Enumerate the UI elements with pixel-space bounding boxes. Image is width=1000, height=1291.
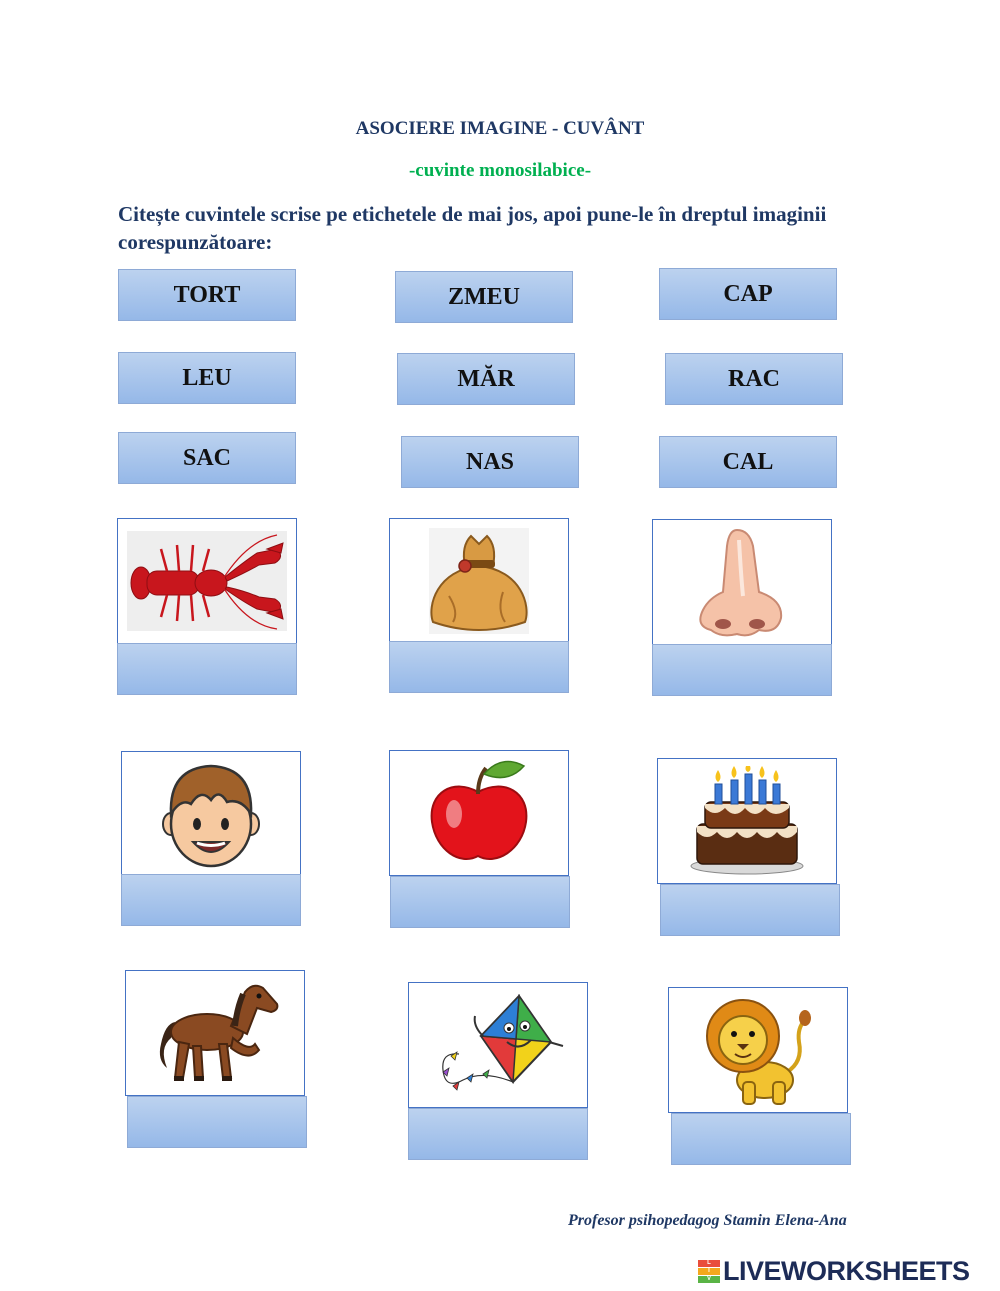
word-label-zmeu[interactable]: ZMEU (395, 271, 573, 323)
logo-blocks (698, 1260, 720, 1283)
word-label-nas[interactable]: NAS (401, 436, 579, 488)
horse-icon (145, 978, 285, 1088)
word-label-tort[interactable]: TORT (118, 269, 296, 321)
picture-card (657, 758, 837, 884)
answer-drop-zone[interactable] (389, 641, 569, 693)
logo-block-i: I (698, 1268, 720, 1275)
instruction-text: Citește cuvintele scrise pe etichetele de mai jos, apoi pune-le în dreptul imaginii corespunzătoare: (118, 202, 827, 254)
apple-icon (424, 758, 534, 868)
lion-icon (703, 992, 813, 1108)
boy-head-icon (161, 758, 261, 870)
picture-card (121, 751, 301, 877)
logo-block-l: L (698, 1260, 720, 1267)
picture-card (125, 970, 305, 1096)
word-label-cap[interactable]: CAP (659, 268, 837, 320)
answer-drop-zone[interactable] (408, 1108, 588, 1160)
picture-card (408, 982, 588, 1108)
answer-drop-zone[interactable] (117, 643, 297, 695)
logo-block-v: V (698, 1276, 720, 1283)
answer-drop-zone[interactable] (660, 884, 840, 936)
author-credit: Profesor psihopedagog Stamin Elena-Ana (568, 1212, 847, 1229)
picture-card (668, 987, 848, 1113)
nose-icon (697, 526, 787, 638)
word-label-leu[interactable]: LEU (118, 352, 296, 404)
page-subtitle: -cuvinte monosilabice- (408, 160, 592, 181)
word-label-cal[interactable]: CAL (659, 436, 837, 488)
logo-text: LIVEWORKSHEETS (723, 1256, 970, 1286)
sack-icon (419, 526, 539, 636)
page-title: ASOCIERE IMAGINE - CUVÂNT (355, 118, 645, 139)
picture-card (117, 518, 297, 644)
word-label-rac[interactable]: RAC (665, 353, 843, 405)
answer-drop-zone[interactable] (121, 874, 301, 926)
liveworksheets-logo (698, 1256, 970, 1287)
answer-drop-zone[interactable] (652, 644, 832, 696)
lobster-icon (127, 531, 287, 631)
cake-icon (687, 766, 807, 876)
answer-drop-zone[interactable] (390, 876, 570, 928)
word-label-mar[interactable]: MĂR (397, 353, 575, 405)
answer-drop-zone[interactable] (671, 1113, 851, 1165)
picture-card (652, 519, 832, 645)
picture-card (389, 750, 569, 876)
picture-card (389, 518, 569, 644)
kite-icon (423, 990, 573, 1100)
answer-drop-zone[interactable] (127, 1096, 307, 1148)
word-label-sac[interactable]: SAC (118, 432, 296, 484)
